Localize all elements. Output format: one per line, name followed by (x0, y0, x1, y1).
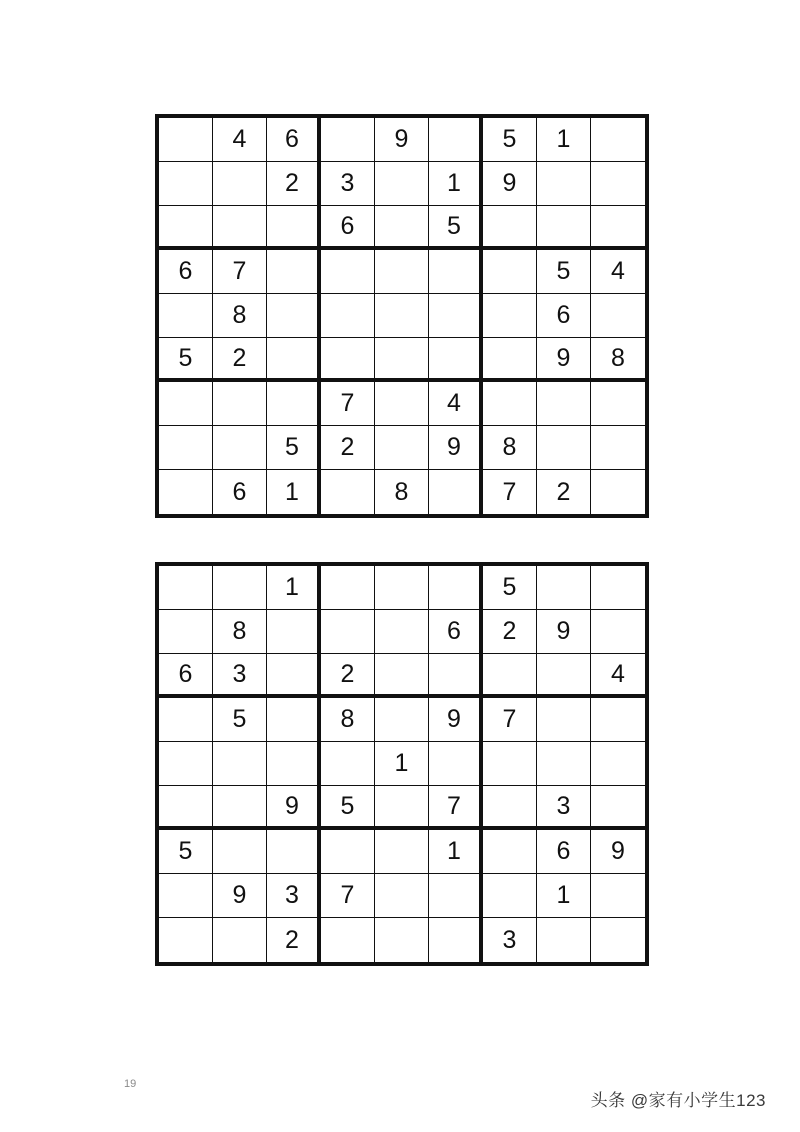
sudoku-cell[interactable] (213, 566, 267, 610)
sudoku-grid-1 (159, 118, 645, 514)
sudoku-cell[interactable]: 5 (537, 250, 591, 294)
sudoku-cell[interactable] (483, 654, 537, 698)
sudoku-cell[interactable] (537, 426, 591, 470)
sudoku-cell[interactable] (159, 918, 213, 962)
sudoku-cell[interactable]: 1 (429, 830, 483, 874)
sudoku-cell[interactable]: 5 (429, 206, 483, 250)
sudoku-cell[interactable] (483, 786, 537, 830)
sudoku-cell[interactable]: 9 (267, 786, 321, 830)
sudoku-cell[interactable] (591, 118, 645, 162)
sudoku-cell[interactable]: 4 (213, 118, 267, 162)
sudoku-cell[interactable] (159, 610, 213, 654)
sudoku-cell[interactable] (537, 742, 591, 786)
sudoku-cell[interactable] (483, 382, 537, 426)
sudoku-cell[interactable]: 1 (267, 566, 321, 610)
sudoku-cell[interactable] (213, 786, 267, 830)
sudoku-cell[interactable]: 7 (429, 786, 483, 830)
sudoku-cell[interactable] (321, 566, 375, 610)
sudoku-cell[interactable] (213, 162, 267, 206)
sudoku-cell[interactable] (537, 206, 591, 250)
sudoku-cell[interactable] (375, 698, 429, 742)
sudoku-cell[interactable] (429, 294, 483, 338)
sudoku-cell[interactable]: 5 (321, 786, 375, 830)
sudoku-cell[interactable]: 8 (375, 470, 429, 514)
sudoku-cell[interactable] (213, 426, 267, 470)
sudoku-cell[interactable] (321, 742, 375, 786)
sudoku-cell[interactable] (429, 874, 483, 918)
sudoku-cell[interactable]: 9 (537, 338, 591, 382)
sudoku-cell[interactable]: 5 (267, 426, 321, 470)
sudoku-cell[interactable]: 1 (537, 874, 591, 918)
sudoku-cell[interactable]: 2 (321, 654, 375, 698)
sudoku-cell[interactable] (429, 338, 483, 382)
sudoku-cell[interactable] (429, 470, 483, 514)
sudoku-cell[interactable] (591, 698, 645, 742)
sudoku-cell[interactable] (213, 206, 267, 250)
sudoku-cell[interactable]: 4 (591, 250, 645, 294)
sudoku-cell[interactable] (375, 786, 429, 830)
sudoku-cell[interactable] (537, 566, 591, 610)
sudoku-cell[interactable] (375, 382, 429, 426)
sudoku-cell[interactable] (375, 206, 429, 250)
sudoku-cell[interactable]: 3 (483, 918, 537, 962)
sudoku-cell[interactable] (375, 610, 429, 654)
sudoku-cell[interactable]: 9 (213, 874, 267, 918)
sudoku-cell[interactable] (375, 566, 429, 610)
sudoku-cell[interactable] (159, 118, 213, 162)
sudoku-cell[interactable]: 1 (537, 118, 591, 162)
sudoku-cell[interactable]: 4 (591, 654, 645, 698)
sudoku-cell[interactable] (267, 338, 321, 382)
sudoku-cell[interactable]: 6 (159, 250, 213, 294)
watermark-text: 头条 @家有小学生123 (590, 1091, 766, 1110)
sudoku-cell[interactable]: 9 (591, 830, 645, 874)
sudoku-cell[interactable] (591, 382, 645, 426)
sudoku-cell[interactable] (483, 742, 537, 786)
sudoku-cell[interactable]: 2 (321, 426, 375, 470)
sudoku-cell[interactable] (375, 162, 429, 206)
sudoku-cell[interactable]: 4 (429, 382, 483, 426)
sudoku-cell[interactable] (591, 162, 645, 206)
sudoku-cell[interactable] (537, 382, 591, 426)
sudoku-cell[interactable] (267, 610, 321, 654)
sudoku-cell[interactable] (537, 698, 591, 742)
sudoku-cell[interactable] (483, 338, 537, 382)
sudoku-cell[interactable] (321, 918, 375, 962)
sudoku-cell[interactable] (267, 250, 321, 294)
sudoku-cell[interactable]: 2 (483, 610, 537, 654)
sudoku-cell[interactable] (537, 654, 591, 698)
sudoku-cell[interactable]: 1 (429, 162, 483, 206)
sudoku-cell[interactable]: 5 (159, 830, 213, 874)
sudoku-cell[interactable] (375, 918, 429, 962)
sudoku-cell[interactable]: 5 (159, 338, 213, 382)
sudoku-cell[interactable]: 7 (321, 382, 375, 426)
sudoku-cell[interactable]: 2 (267, 162, 321, 206)
sudoku-cell[interactable] (591, 294, 645, 338)
sudoku-cell[interactable] (321, 294, 375, 338)
sudoku-cell[interactable] (159, 566, 213, 610)
sudoku-cell[interactable] (429, 918, 483, 962)
sudoku-cell[interactable] (483, 206, 537, 250)
sudoku-cell[interactable]: 1 (267, 470, 321, 514)
sudoku-cell[interactable] (375, 654, 429, 698)
sudoku-cell[interactable]: 6 (159, 654, 213, 698)
sudoku-cell[interactable] (267, 382, 321, 426)
sudoku-puzzle-1 (155, 114, 649, 518)
sudoku-cell[interactable]: 5 (483, 118, 537, 162)
sudoku-cell[interactable] (159, 426, 213, 470)
sudoku-cell[interactable]: 8 (213, 294, 267, 338)
sudoku-cell[interactable] (375, 874, 429, 918)
sudoku-cell[interactable] (483, 874, 537, 918)
sudoku-cell[interactable] (267, 830, 321, 874)
sudoku-cell[interactable] (591, 742, 645, 786)
sudoku-cell[interactable]: 2 (267, 918, 321, 962)
sudoku-cell[interactable] (321, 470, 375, 514)
sudoku-cell[interactable]: 6 (267, 118, 321, 162)
sudoku-cell[interactable] (483, 294, 537, 338)
sudoku-cell[interactable]: 3 (321, 162, 375, 206)
sudoku-cell[interactable] (591, 786, 645, 830)
sudoku-cell[interactable]: 9 (483, 162, 537, 206)
sudoku-cell[interactable]: 5 (483, 566, 537, 610)
sudoku-cell[interactable]: 7 (483, 698, 537, 742)
sudoku-cell[interactable] (267, 206, 321, 250)
sudoku-cell[interactable] (213, 830, 267, 874)
sudoku-cell[interactable] (591, 874, 645, 918)
sudoku-cell[interactable] (375, 426, 429, 470)
sudoku-cell[interactable] (159, 382, 213, 426)
sudoku-cell[interactable]: 3 (537, 786, 591, 830)
sudoku-cell[interactable] (213, 382, 267, 426)
sudoku-cell[interactable]: 6 (537, 830, 591, 874)
sudoku-cell[interactable]: 3 (267, 874, 321, 918)
sudoku-cell[interactable]: 8 (321, 698, 375, 742)
sudoku-cell[interactable] (591, 426, 645, 470)
sudoku-cell[interactable] (591, 206, 645, 250)
sudoku-cell[interactable]: 9 (375, 118, 429, 162)
sudoku-cell[interactable]: 6 (213, 470, 267, 514)
sudoku-cell[interactable] (537, 918, 591, 962)
sudoku-cell[interactable] (429, 566, 483, 610)
page-number: 19 (124, 1078, 137, 1090)
sudoku-cell[interactable] (591, 610, 645, 654)
sudoku-cell[interactable]: 6 (321, 206, 375, 250)
sudoku-cell[interactable] (483, 250, 537, 294)
sudoku-cell[interactable] (159, 874, 213, 918)
sudoku-cell[interactable] (429, 118, 483, 162)
sudoku-cell[interactable] (321, 250, 375, 294)
sudoku-cell[interactable]: 8 (213, 610, 267, 654)
sudoku-cell[interactable] (159, 206, 213, 250)
sudoku-cell[interactable] (213, 742, 267, 786)
sudoku-cell[interactable] (375, 338, 429, 382)
sudoku-cell[interactable] (591, 470, 645, 514)
sudoku-cell[interactable] (321, 830, 375, 874)
sudoku-cell[interactable]: 8 (591, 338, 645, 382)
sudoku-cell[interactable] (483, 830, 537, 874)
sudoku-cell[interactable] (267, 654, 321, 698)
sudoku-cell[interactable] (591, 566, 645, 610)
sudoku-cell[interactable]: 3 (213, 654, 267, 698)
sudoku-cell[interactable] (267, 742, 321, 786)
sudoku-cell[interactable] (267, 294, 321, 338)
sudoku-cell[interactable] (429, 250, 483, 294)
sudoku-cell[interactable] (321, 610, 375, 654)
sudoku-cell[interactable]: 7 (321, 874, 375, 918)
sudoku-cell[interactable]: 8 (483, 426, 537, 470)
sudoku-cell[interactable]: 7 (213, 250, 267, 294)
sudoku-grid-2 (159, 566, 645, 962)
sudoku-puzzle-2 (155, 562, 649, 966)
sudoku-cell[interactable] (375, 250, 429, 294)
sudoku-cell[interactable] (537, 162, 591, 206)
sudoku-cell[interactable] (429, 742, 483, 786)
sudoku-cell[interactable]: 2 (213, 338, 267, 382)
sudoku-cell[interactable] (159, 742, 213, 786)
sudoku-cell[interactable]: 9 (537, 610, 591, 654)
sudoku-cell[interactable]: 2 (537, 470, 591, 514)
sudoku-cell[interactable] (375, 830, 429, 874)
sudoku-cell[interactable] (213, 918, 267, 962)
sudoku-cell[interactable] (159, 162, 213, 206)
sudoku-cell[interactable]: 6 (537, 294, 591, 338)
sudoku-cell[interactable] (159, 786, 213, 830)
sudoku-cell[interactable] (429, 654, 483, 698)
sudoku-cell[interactable] (159, 470, 213, 514)
sudoku-cell[interactable] (159, 698, 213, 742)
sudoku-cell[interactable]: 6 (429, 610, 483, 654)
sudoku-cell[interactable] (267, 698, 321, 742)
sudoku-cell[interactable]: 9 (429, 426, 483, 470)
sudoku-cell[interactable] (321, 338, 375, 382)
sudoku-cell[interactable]: 1 (375, 742, 429, 786)
sudoku-cell[interactable]: 9 (429, 698, 483, 742)
sudoku-cell[interactable]: 7 (483, 470, 537, 514)
sudoku-cell[interactable]: 5 (213, 698, 267, 742)
sudoku-cell[interactable] (321, 118, 375, 162)
sudoku-cell[interactable] (375, 294, 429, 338)
sudoku-cell[interactable] (159, 294, 213, 338)
sudoku-cell[interactable] (591, 918, 645, 962)
